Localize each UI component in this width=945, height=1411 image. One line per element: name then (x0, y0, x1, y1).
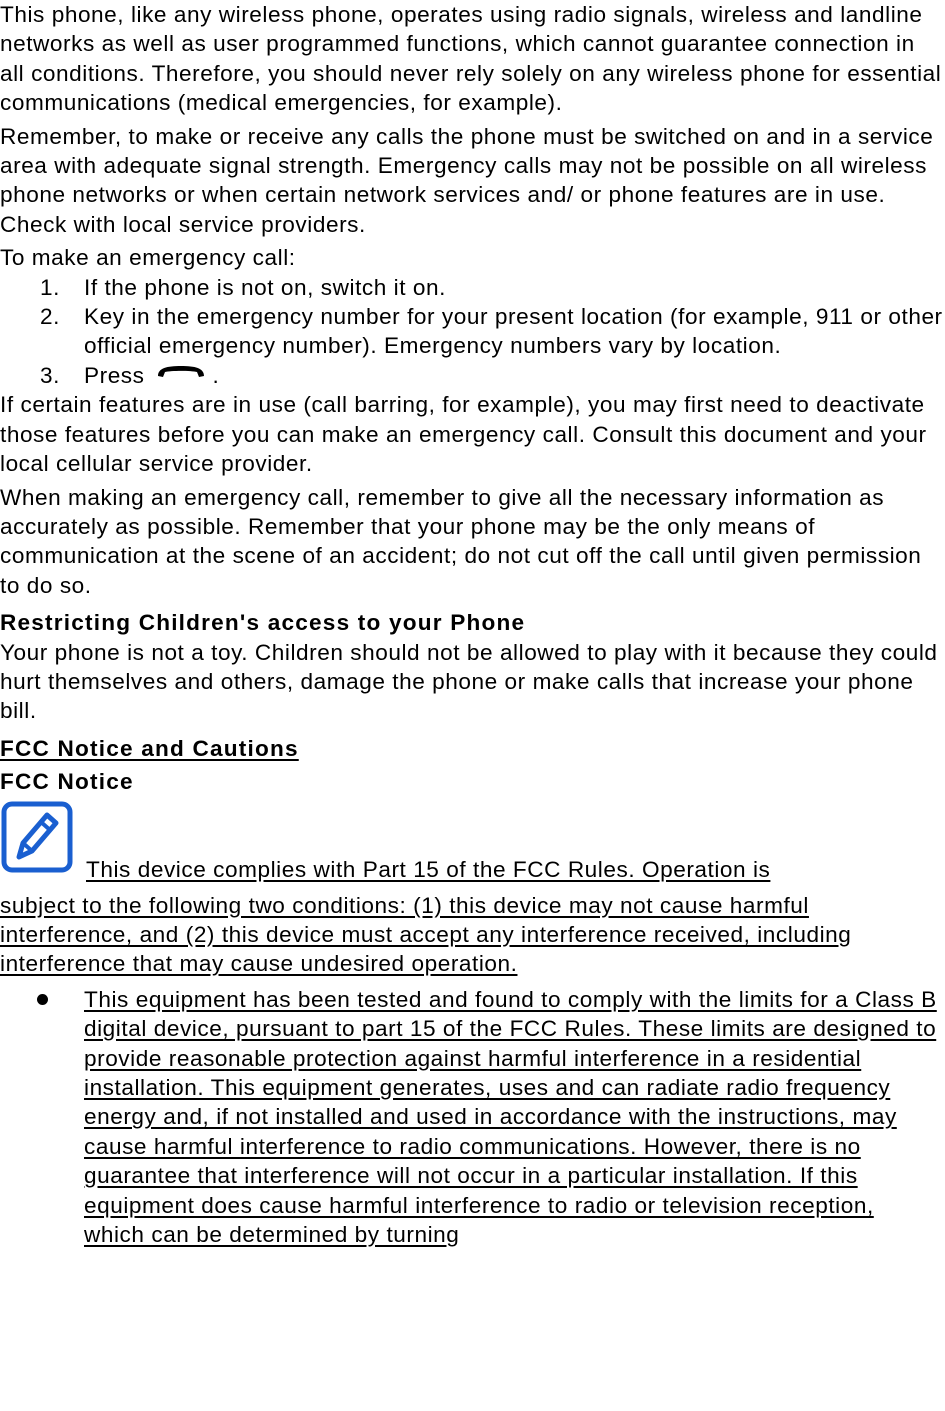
paragraph-emergency-intro: To make an emergency call: (0, 245, 296, 271)
step-item (0, 361, 945, 390)
paragraph-children: Your phone is not a toy. Children should not be allowed to play with it because they could hurt themselves and others, damage the phone or make calls that increase your phone bill. (0, 639, 938, 724)
heading-fcc-notice: FCC Notice (0, 769, 134, 795)
step-number: 3. (40, 362, 60, 388)
fcc-note-text: subject to the following two conditions: (1) this device may not cause harmful interference, and (2) this device must accept any interference received, including interference that may cause undesired operation. (0, 892, 852, 977)
step-text: Key in the emergency number for your present location (for example, 911 or other official emergency number). Emergency numbers vary by location. (84, 304, 943, 359)
step-punct: . (212, 362, 220, 388)
paragraph-wireless-warning: This phone, like any wireless phone, operates using radio signals, wireless and landline networks as well as user programmed functions, which cannot guarantee connection in all conditions. Therefore, you should never rely solely on any wireless phone for essential communications (medical emergencies, for example). (0, 2, 942, 116)
fcc-note-first-line: This device complies with Part 15 of the FCC Rules. Operation is (86, 856, 771, 882)
paragraph-features-in-use: If certain features are in use (call barring, for example), you may first need to deactivate those features before you can make an emergency call. Consult this document and your local cellular service provider. (0, 392, 927, 477)
paragraph-give-information: When making an emergency call, remember to give all the necessary information as accurately as possible. Remember that your phone may be the only means of communication at the scene of an accident; do not cut off the call until given permission to do so. (0, 484, 922, 598)
bullet-dot-icon (0, 985, 84, 1250)
step-text-press (84, 361, 945, 390)
step-number: 2. (40, 304, 60, 330)
emergency-steps-list (0, 273, 945, 391)
step-number: 1. (40, 274, 60, 300)
heading-restricting-children: Restricting Children's access to your Phone (0, 610, 526, 636)
fcc-bullet-item (0, 985, 945, 1250)
step-text: Press (84, 362, 145, 388)
call-key-icon (155, 365, 207, 379)
step-item (0, 273, 945, 302)
paragraph-signal-strength: Remember, to make or receive any calls the phone must be switched on and in a service area with adequate signal strength. Emergency calls may not be possible on all wireless phone networks or when certain network services and/ or phone features are in use. Check with local service providers. (0, 123, 934, 237)
step-item (0, 302, 945, 361)
step-text: If the phone is not on, switch it on. (84, 274, 446, 300)
heading-fcc-notice-cautions: FCC Notice and Cautions (0, 735, 299, 761)
fcc-note-block (0, 801, 945, 891)
fcc-bullet-text: This equipment has been tested and found to comply with the limits for a Class B digital device, pursuant to part 15 of the FCC Rules. These limits are designed to provide reasonable protection against harmful interference in a residential installation. This equipment generates, uses and can radiate radio frequency energy and, if not installed and used in accordance with the instructions, may cause harmful interference to radio communications. However, there is no guarantee that interference will not occur in a particular installation. If this equipment does cause harmful interference to radio or television reception, which can be determined by turning (84, 986, 937, 1248)
note-pencil-icon (1, 801, 73, 873)
